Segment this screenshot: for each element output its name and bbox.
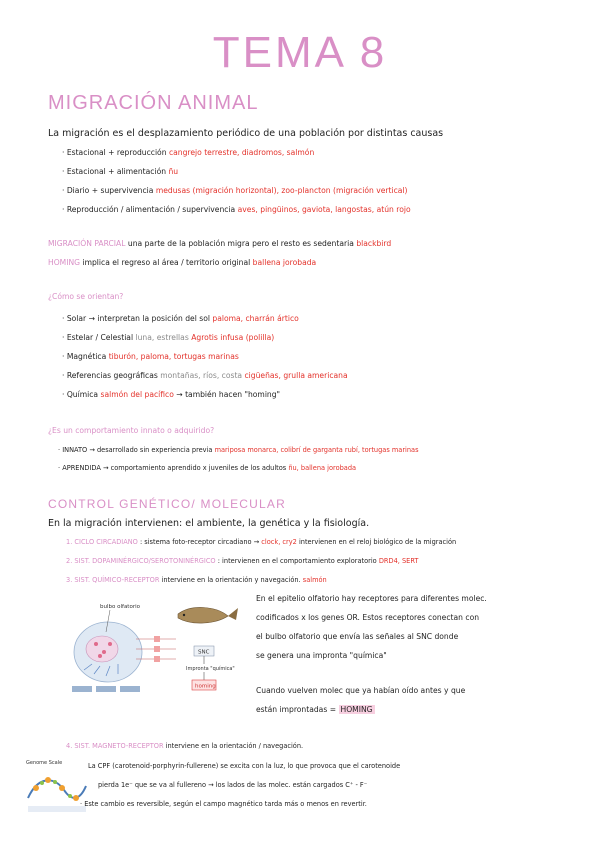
control-after: intervienen en el reloj biológico de la migración (298, 538, 457, 546)
control-name: SIST. QUÍMICO-RECEPTOR (74, 576, 160, 584)
partial-migration-line (48, 239, 391, 248)
innate-item (58, 446, 419, 454)
cause-item (62, 205, 411, 214)
control-genes: salmón (302, 576, 327, 584)
partial-text: una parte de la población migra pero el resto es sedentaria (127, 239, 354, 248)
innate-examples: ñu, ballena jorobada (288, 464, 357, 472)
cause-label: Diario + supervivencia (66, 186, 154, 195)
homing-text: implica el regreso al área / territorio original (82, 258, 251, 267)
orient-examples: paloma, charrán ártico (212, 314, 299, 323)
orient-item (62, 390, 280, 399)
control-text: : intervienen en el comportamiento exploratorio (217, 557, 377, 565)
olfactory-diagram (66, 594, 244, 702)
label-bulb: bulbo olfatorio (100, 604, 140, 610)
chem-para2-line: Cuando vuelven molec que ya habían oído antes y que (256, 686, 466, 695)
homing-term: HOMING (48, 258, 81, 267)
orient-item (62, 371, 348, 380)
chem-para-line: se genera una impronta "química" (256, 651, 387, 660)
control-intro: En la migración intervienen: el ambiente, la genética y la fisiología. (48, 518, 370, 529)
chem-para-line: En el epitelio olfatorio hay receptores para diferentes molec. (256, 594, 487, 603)
control-text: interviene en la orientación y navegación. (161, 576, 301, 584)
partial-term: MIGRACIÓN PARCIAL (48, 239, 126, 248)
cause-examples: ñu (168, 167, 179, 176)
cause-item (62, 186, 408, 195)
innate-item (58, 464, 356, 472)
control-num: 2. (66, 557, 73, 565)
orient-label: Referencias geográficas (66, 371, 158, 380)
label-genome: Genome Scale (26, 760, 63, 766)
label-homing: homing (195, 683, 216, 690)
orient-note: luna, estrellas (135, 333, 189, 342)
chem-para-line: el bulbo olfatorio que envía las señales al SNC donde (256, 632, 459, 641)
magneto-line: pierda 1e⁻ que se va al fullereno → los lados de las molec. están cargados C⁺ - F⁻ (98, 781, 368, 789)
control-item-4 (66, 742, 303, 750)
partial-example: blackbird (356, 239, 392, 248)
control-text: : sistema foto-receptor circadiano → (139, 538, 260, 546)
innate-question: ¿Es un comportamiento innato o adquirido? (48, 426, 215, 435)
cause-examples: medusas (migración horizontal), zoo-plancton (migración vertical) (155, 186, 408, 195)
control-text: interviene en la orientación / navegación. (165, 742, 304, 750)
control-name: SIST. DOPAMINÉRGICO/SEROTONINÉRGICO (74, 557, 216, 565)
magneto-diagram (24, 756, 90, 818)
orient-label: Química (66, 390, 99, 399)
control-num: 4. (66, 742, 73, 750)
cause-item (62, 148, 314, 157)
control-num: 3. (66, 576, 73, 584)
orient-examples: salmón del pacífico (100, 390, 174, 399)
control-genes: DRD4, SERT (378, 557, 419, 565)
section-heading-migration: MIGRACIÓN ANIMAL (48, 92, 259, 114)
orient-note: montañas, ríos, costa (160, 371, 243, 380)
control-num: 1. (66, 538, 73, 546)
orientation-question: ¿Cómo se orientan? (48, 292, 124, 301)
innate-label: APRENDIDA → comportamiento aprendido x juveniles de los adultos (62, 464, 287, 472)
magneto-line: La CPF (carotenoid-porphyrin-fullerene) se excita con la luz, lo que provoca que el carotenoide (88, 762, 401, 770)
control-item (66, 576, 327, 584)
control-item (66, 538, 456, 546)
page-title: TEMA 8 (212, 28, 388, 77)
intro-line (48, 128, 534, 139)
control-name: CICLO CIRCADIANO (74, 538, 138, 546)
orient-item (62, 352, 239, 361)
orient-examples: tiburón, paloma, tortugas marinas (108, 352, 239, 361)
cause-label: Estacional + alimentación (66, 167, 167, 176)
orient-examples: cigüeñas, grulla americana (244, 371, 348, 380)
cause-item (62, 167, 178, 176)
intro-text: La migración es el desplazamiento periódico de una población por distintas causas (48, 128, 444, 139)
chem-para2-line (256, 705, 375, 714)
orient-label: Estelar / Celestial (66, 333, 134, 342)
cause-examples: cangrejo terrestre, diadromos, salmón (168, 148, 315, 157)
innate-label: INNATO → desarrollado sin experiencia previa (62, 446, 213, 454)
cause-examples: aves, pingüinos, gaviota, langostas, atún rojo (237, 205, 411, 214)
orient-label: Solar → interpretan la posición del sol (66, 314, 210, 323)
orient-tail: → también hacen "homing" (176, 390, 281, 399)
cause-label: Estacional + reproducción (66, 148, 167, 157)
chem-para2-text: están improntadas = (256, 705, 337, 714)
control-item (66, 557, 418, 565)
homing-highlight: HOMING (340, 705, 373, 714)
homing-line (48, 258, 316, 267)
chem-para-line: codificados x los genes OR. Estos receptores conectan con (256, 613, 480, 622)
olfactory-figure (66, 594, 244, 702)
orient-label: Magnética (66, 352, 107, 361)
control-genes: clock, cry2 (261, 538, 297, 546)
orient-item (62, 314, 299, 323)
cause-label: Reproducción / alimentación / supervivencia (66, 205, 236, 214)
magneto-line: · Este cambio es reversible, según el campo magnético tarda más o menos en revertir. (80, 800, 367, 808)
label-imprint: Impronta "química" (186, 666, 235, 672)
magneto-figure (24, 756, 90, 818)
innate-examples: mariposa monarca, colibrí de garganta rubí, tortugas marinas (214, 446, 419, 454)
homing-example: ballena jorobada (252, 258, 317, 267)
control-name: SIST. MAGNETO-RECEPTOR (74, 742, 164, 750)
section-heading-control: CONTROL GENÉTICO/ MOLECULAR (48, 497, 286, 511)
label-snc: SNC (198, 649, 210, 656)
orient-examples: Agrotis infusa (polilla) (191, 333, 275, 342)
orient-item (62, 333, 274, 342)
